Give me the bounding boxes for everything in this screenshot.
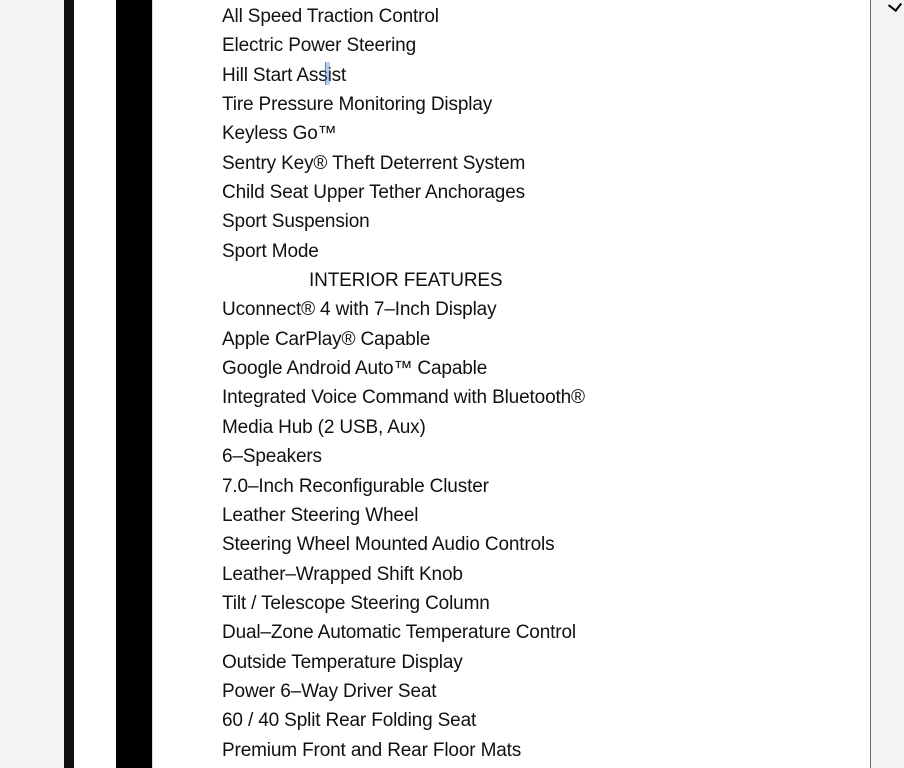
feature-line-sport-mode: Sport Mode	[222, 240, 319, 262]
feature-line-hill-start-assist: Hill Start Assist	[222, 64, 347, 86]
interior-feature-dual-zone-temperature: Dual–Zone Automatic Temperature Control	[222, 622, 576, 644]
section-heading-interior-features: INTERIOR FEATURES	[309, 270, 503, 292]
viewer-dark-gutter	[64, 0, 74, 768]
feature-line-child-seat-anchorages: Child Seat Upper Tether Anchorages	[222, 182, 525, 204]
feature-line-electric-power-steering: Electric Power Steering	[222, 35, 417, 57]
interior-feature-apple-carplay: Apple CarPlay® Capable	[222, 328, 431, 350]
interior-feature-shift-knob: Leather–Wrapped Shift Knob	[222, 563, 463, 585]
feature-line-sport-suspension: Sport Suspension	[222, 211, 370, 233]
page-edge-line	[152, 0, 153, 768]
page-black-margin-bar	[116, 0, 152, 768]
interior-feature-voice-command-bluetooth: Integrated Voice Command with Bluetooth®	[222, 387, 585, 409]
interior-feature-uconnect-display: Uconnect® 4 with 7–Inch Display	[222, 299, 497, 321]
interior-feature-android-auto: Google Android Auto™ Capable	[222, 358, 488, 380]
text-selection-caret	[325, 62, 330, 85]
feature-list[interactable]	[222, 2, 822, 766]
interior-feature-floor-mats: Premium Front and Rear Floor Mats	[222, 739, 522, 761]
interior-feature-split-rear-folding-seat: 60 / 40 Split Rear Folding Seat	[222, 710, 477, 732]
interior-feature-power-driver-seat: Power 6–Way Driver Seat	[222, 680, 437, 702]
interior-feature-outside-temperature-display: Outside Temperature Display	[222, 651, 463, 673]
mouse-cursor-icon	[888, 0, 902, 12]
feature-line-all-speed-traction-control: All Speed Traction Control	[222, 6, 439, 27]
interior-feature-reconfigurable-cluster: 7.0–Inch Reconfigurable Cluster	[222, 475, 489, 497]
feature-line-sentry-key: Sentry Key® Theft Deterrent System	[222, 152, 526, 174]
interior-feature-steering-wheel-audio-controls: Steering Wheel Mounted Audio Controls	[222, 534, 555, 556]
interior-feature-tilt-telescope-column: Tilt / Telescope Steering Column	[222, 592, 490, 614]
interior-feature-leather-steering-wheel: Leather Steering Wheel	[222, 504, 419, 526]
interior-feature-media-hub: Media Hub (2 USB, Aux)	[222, 416, 426, 438]
interior-feature-speakers: 6–Speakers	[222, 446, 322, 468]
feature-line-tire-pressure-monitoring-display: Tire Pressure Monitoring Display	[222, 94, 493, 116]
viewer-left-margin	[0, 0, 64, 768]
feature-line-keyless-go: Keyless Go™	[222, 123, 337, 145]
